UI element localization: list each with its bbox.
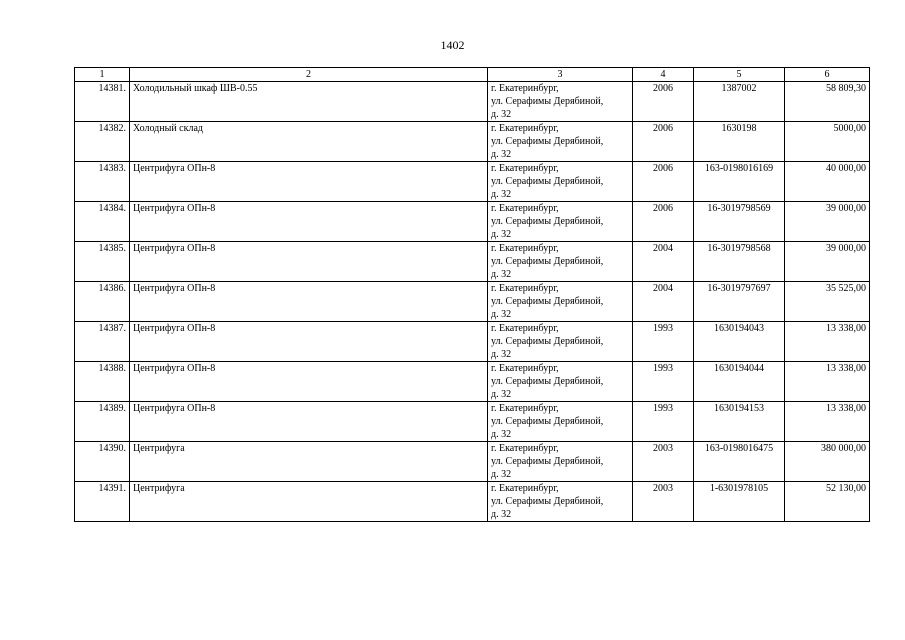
address-line: д. 32 <box>491 269 512 280</box>
item-name: Центрифуга ОПн-8 <box>130 202 488 242</box>
item-address <box>488 322 633 362</box>
table-row <box>75 282 870 322</box>
address-line: ул. Серафимы Дерябиной, <box>491 416 604 427</box>
item-year: 2006 <box>633 162 694 202</box>
address-line: г. Екатеринбург, <box>491 203 559 214</box>
item-address <box>488 122 633 162</box>
address-line: г. Екатеринбург, <box>491 403 559 414</box>
row-number: 14390. <box>75 442 130 482</box>
address-line: д. 32 <box>491 149 512 160</box>
item-name: Центрифуга ОПн-8 <box>130 282 488 322</box>
address-line: ул. Серафимы Дерябиной, <box>491 456 604 467</box>
inventory-number: 1630194153 <box>694 402 785 442</box>
address-line: ул. Серафимы Дерябиной, <box>491 136 604 147</box>
address-line: г. Екатеринбург, <box>491 283 559 294</box>
table-row <box>75 122 870 162</box>
column-header-1: 1 <box>75 68 130 82</box>
address-line: г. Екатеринбург, <box>491 83 559 94</box>
address-line: г. Екатеринбург, <box>491 123 559 134</box>
item-cost: 39 000,00 <box>785 202 870 242</box>
item-year: 2006 <box>633 202 694 242</box>
address-line: ул. Серафимы Дерябиной, <box>491 256 604 267</box>
page-number: 1402 <box>440 38 465 52</box>
item-cost: 35 525,00 <box>785 282 870 322</box>
item-year: 1993 <box>633 322 694 362</box>
address-line: д. 32 <box>491 309 512 320</box>
item-name: Холодный склад <box>130 122 488 162</box>
address-line: д. 32 <box>491 509 512 520</box>
table-header <box>75 68 870 82</box>
item-address <box>488 362 633 402</box>
item-cost: 58 809,30 <box>785 82 870 122</box>
row-number: 14391. <box>75 482 130 522</box>
item-address <box>488 242 633 282</box>
item-year: 2006 <box>633 122 694 162</box>
item-year: 2003 <box>633 442 694 482</box>
item-address <box>488 82 633 122</box>
item-name: Центрифуга ОПн-8 <box>130 242 488 282</box>
item-cost: 13 338,00 <box>785 362 870 402</box>
row-number: 14384. <box>75 202 130 242</box>
address-line: ул. Серафимы Дерябиной, <box>491 376 604 387</box>
item-name: Центрифуга ОПн-8 <box>130 322 488 362</box>
inventory-number: 16-3019797697 <box>694 282 785 322</box>
inventory-number: 1387002 <box>694 82 785 122</box>
address-line: д. 32 <box>491 109 512 120</box>
item-cost: 52 130,00 <box>785 482 870 522</box>
inventory-number: 1630194044 <box>694 362 785 402</box>
address-line: г. Екатеринбург, <box>491 363 559 374</box>
row-number: 14381. <box>75 82 130 122</box>
table-row <box>75 362 870 402</box>
item-cost: 5000,00 <box>785 122 870 162</box>
item-cost: 40 000,00 <box>785 162 870 202</box>
item-cost: 380 000,00 <box>785 442 870 482</box>
column-header-4: 4 <box>633 68 694 82</box>
address-line: ул. Серафимы Дерябиной, <box>491 336 604 347</box>
row-number: 14389. <box>75 402 130 442</box>
address-line: д. 32 <box>491 189 512 200</box>
item-cost: 13 338,00 <box>785 322 870 362</box>
address-line: г. Екатеринбург, <box>491 163 559 174</box>
item-year: 2004 <box>633 242 694 282</box>
item-name: Центрифуга ОПн-8 <box>130 402 488 442</box>
column-header-5: 5 <box>694 68 785 82</box>
table-body <box>75 82 870 522</box>
inventory-number: 163-0198016475 <box>694 442 785 482</box>
item-address <box>488 442 633 482</box>
inventory-number: 16-3019798569 <box>694 202 785 242</box>
address-line: д. 32 <box>491 229 512 240</box>
address-line: ул. Серафимы Дерябиной, <box>491 296 604 307</box>
inventory-number: 1630194043 <box>694 322 785 362</box>
address-line: ул. Серафимы Дерябиной, <box>491 496 604 507</box>
table-row <box>75 202 870 242</box>
address-line: д. 32 <box>491 429 512 440</box>
item-year: 2006 <box>633 82 694 122</box>
row-number: 14386. <box>75 282 130 322</box>
address-line: д. 32 <box>491 389 512 400</box>
item-cost: 39 000,00 <box>785 242 870 282</box>
row-number: 14382. <box>75 122 130 162</box>
item-name: Центрифуга ОПн-8 <box>130 362 488 402</box>
address-line: д. 32 <box>491 469 512 480</box>
item-address <box>488 282 633 322</box>
table-row <box>75 402 870 442</box>
table-row <box>75 242 870 282</box>
item-address <box>488 482 633 522</box>
inventory-number: 163-0198016169 <box>694 162 785 202</box>
column-header-2: 2 <box>130 68 488 82</box>
address-line: д. 32 <box>491 349 512 360</box>
address-line: г. Екатеринбург, <box>491 483 559 494</box>
row-number: 14383. <box>75 162 130 202</box>
column-header-3: 3 <box>488 68 633 82</box>
row-number: 14387. <box>75 322 130 362</box>
inventory-number: 16-3019798568 <box>694 242 785 282</box>
item-name: Холодильный шкаф ШВ-0.55 <box>130 82 488 122</box>
address-line: ул. Серафимы Дерябиной, <box>491 216 604 227</box>
table-row <box>75 482 870 522</box>
item-year: 2004 <box>633 282 694 322</box>
item-name: Центрифуга <box>130 442 488 482</box>
item-cost: 13 338,00 <box>785 402 870 442</box>
table-row <box>75 82 870 122</box>
address-line: ул. Серафимы Дерябиной, <box>491 96 604 107</box>
table-row <box>75 322 870 362</box>
item-name: Центрифуга ОПн-8 <box>130 162 488 202</box>
row-number: 14385. <box>75 242 130 282</box>
item-address <box>488 162 633 202</box>
item-name: Центрифуга <box>130 482 488 522</box>
address-line: ул. Серафимы Дерябиной, <box>491 176 604 187</box>
address-line: г. Екатеринбург, <box>491 443 559 454</box>
property-table <box>74 67 870 522</box>
item-year: 1993 <box>633 362 694 402</box>
row-number: 14388. <box>75 362 130 402</box>
inventory-number: 1-6301978105 <box>694 482 785 522</box>
address-line: г. Екатеринбург, <box>491 243 559 254</box>
inventory-number: 1630198 <box>694 122 785 162</box>
address-line: г. Екатеринбург, <box>491 323 559 334</box>
column-header-6: 6 <box>785 68 870 82</box>
table-row <box>75 162 870 202</box>
table-row <box>75 442 870 482</box>
item-address <box>488 402 633 442</box>
item-year: 2003 <box>633 482 694 522</box>
item-address <box>488 202 633 242</box>
item-year: 1993 <box>633 402 694 442</box>
header-row <box>75 68 870 82</box>
